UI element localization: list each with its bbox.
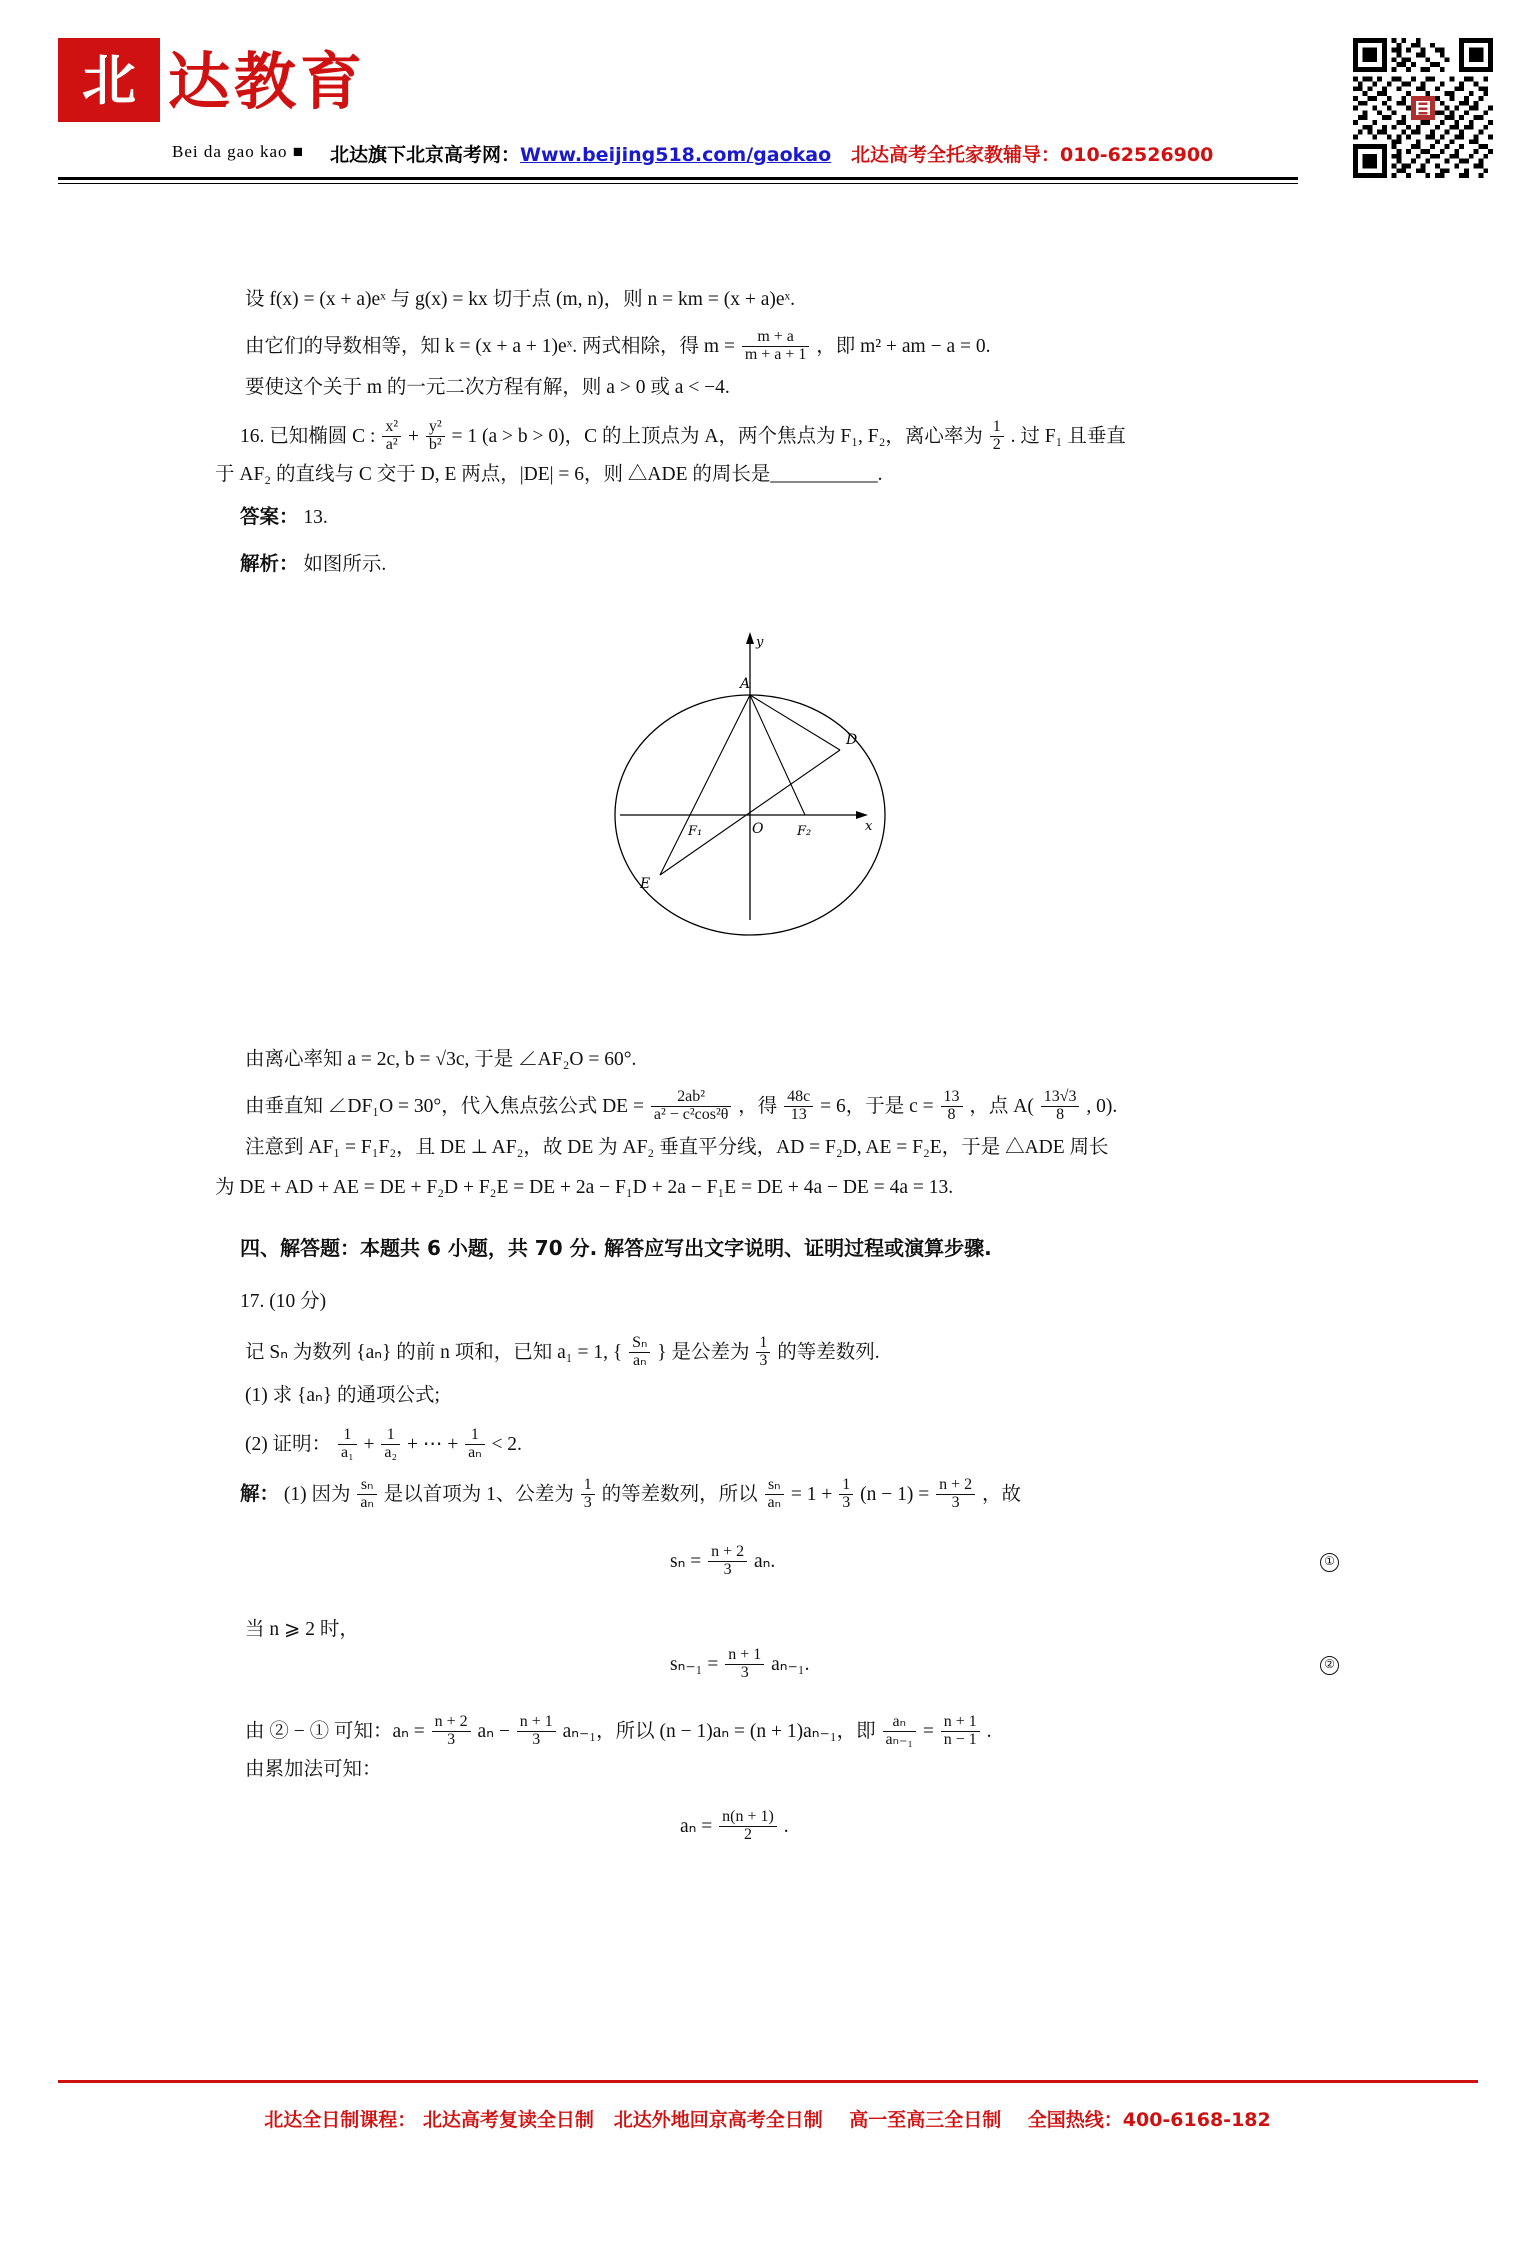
question-17-part-2 <box>245 1428 522 1463</box>
equation-1 <box>670 1545 775 1580</box>
fraction-n-plus-2-3c <box>432 1714 471 1749</box>
s2-part-e: , 0). <box>1086 1095 1118 1117</box>
fraction-denominator: a² <box>385 435 398 453</box>
figure-label-A: A <box>740 676 751 692</box>
text-line-2 <box>245 330 991 365</box>
section-heading-4: 四、解答题：本题共 6 小题，共 70 分. 解答应写出文字说明、证明过程或演算步骤. <box>240 1236 992 1260</box>
logo-char: 北 <box>82 48 136 112</box>
solution-label: 解： <box>240 1483 280 1505</box>
footer-part-1: 北达全日制课程： <box>264 2109 417 2131</box>
eq2-lhs: sₙ₋₁ = <box>670 1653 719 1675</box>
fraction-1-a2 <box>381 1427 400 1462</box>
fraction-denominator: 3 <box>759 1351 768 1369</box>
fraction-48c-13 <box>784 1089 813 1124</box>
equation-3 <box>680 1810 789 1845</box>
fraction-denominator: m + a + 1 <box>744 345 807 363</box>
figure-label-F2: F₂ <box>797 824 812 839</box>
fraction-n-plus-1-n-minus-1 <box>941 1714 980 1749</box>
solution-step-4: 为 DE + AD + AE = DE + F₂D + F₂E = DE + 2a − F₁D + 2a − F₁E = DE + 4a − DE = 4a = 13. <box>215 1177 954 1198</box>
fraction-denominator: 3 <box>723 1560 732 1578</box>
equation-2-tag <box>1320 1653 1339 1675</box>
fraction-numerator: n + 1 <box>517 1714 556 1732</box>
q17-2-dots: + ⋯ + <box>406 1433 459 1455</box>
solution-step-2 <box>245 1090 1117 1125</box>
text-line-3: 要使这个关于 m 的一元二次方程有解，则 a > 0 或 a < −4. <box>245 377 730 398</box>
fraction-denominator: 8 <box>947 1105 956 1123</box>
figure-label-y: y <box>756 635 764 650</box>
fraction-numerator: 2ab² <box>651 1089 732 1107</box>
fraction-numerator: 1 <box>839 1477 853 1495</box>
fraction-denominator: 3 <box>532 1730 541 1748</box>
fraction-denominator: 3 <box>583 1493 592 1511</box>
sol-part-a: (1) 因为 <box>283 1483 351 1505</box>
fraction-x2-a2 <box>382 419 401 454</box>
question-17-part-1: (1) 求 {aₙ} 的通项公式; <box>245 1385 440 1406</box>
eq1-lhs: sₙ = <box>670 1550 702 1572</box>
analysis-label: 解析： <box>240 554 299 575</box>
page-header <box>0 0 1535 190</box>
fraction-numerator: n + 1 <box>941 1714 980 1732</box>
fraction-an-anm1 <box>883 1714 916 1749</box>
equation-1-tag <box>1320 1550 1339 1572</box>
fraction-m-plus-a <box>742 329 810 364</box>
logo-mark <box>58 38 160 122</box>
fraction-focal-chord <box>651 1089 732 1124</box>
fraction-n-plus-2-3 <box>936 1477 975 1512</box>
equation-2 <box>670 1648 809 1683</box>
fraction-numerator: Sₙ <box>629 1335 650 1353</box>
line2-part-b: ，即 m² + am − a = 0. <box>816 335 991 357</box>
fraction-numerator: 1 <box>381 1427 400 1445</box>
footer-part-3: 北达外地回京高考全日制 <box>613 2109 823 2131</box>
q16-prefix: 16. 已知椭圆 C : <box>240 425 376 447</box>
fraction-sn-an-2 <box>765 1477 784 1512</box>
header-links <box>330 140 1213 167</box>
header-divider <box>58 177 1298 180</box>
fraction-numerator: 1 <box>756 1335 770 1353</box>
fraction-y2-b2 <box>426 419 445 454</box>
fraction-denominator: aₙ₋₁ <box>885 1730 914 1748</box>
eq1-rhs: aₙ. <box>753 1550 776 1572</box>
header-tutor-label: 北达高考全托家教辅导： <box>851 144 1061 166</box>
fraction-one-third-2 <box>581 1477 595 1512</box>
fraction-denominator: aₙ <box>632 1351 647 1369</box>
s2-part-c: = 6，于是 c = <box>820 1095 934 1117</box>
s2-part-d: ，点 A( <box>969 1095 1034 1117</box>
analysis-line <box>240 555 386 575</box>
q17-part-a: 记 Sₙ 为数列 {aₙ} 的前 n 项和，已知 a₁ = 1, { <box>245 1341 623 1363</box>
question-17-stem <box>245 1336 880 1371</box>
figure-label-x: x <box>865 819 873 834</box>
sub-part-b: aₙ − <box>477 1720 510 1742</box>
figure-label-E: E <box>640 876 651 892</box>
answer-line <box>240 508 328 528</box>
fraction-n-plus-1-3b <box>517 1714 556 1749</box>
figure-label-F1: F₁ <box>688 824 703 839</box>
header-website-link[interactable]: Www.beijing518.com/gaokao <box>520 144 832 166</box>
fraction-denominator: 2 <box>743 1825 752 1843</box>
solution-step-3: 注意到 AF₁ = F₁F₂，且 DE ⊥ AF₂，故 DE 为 AF₂ 垂直平分线，AD = F₂D, AE = F₂E，于是 △ADE 周长 <box>245 1137 1109 1158</box>
fraction-numerator: 13 <box>941 1089 963 1107</box>
fraction-denominator: a² − c²cos²θ <box>653 1105 729 1123</box>
fraction-13-8 <box>941 1089 963 1124</box>
fraction-denominator: 13 <box>790 1105 807 1123</box>
footer-divider <box>58 2080 1478 2083</box>
question-17-number: 17. (10 分) <box>240 1291 327 1312</box>
fraction-denominator: aₙ <box>360 1493 374 1511</box>
logo-pinyin: Bei da gao kao ■ <box>172 142 305 161</box>
fraction-one-third-3 <box>839 1477 853 1512</box>
equation-tag-2: ② <box>1320 1656 1339 1675</box>
q17-2-prefix: (2) 证明： <box>245 1433 332 1455</box>
q17-part-b: } 是公差为 <box>657 1341 750 1363</box>
eq3-lhs: aₙ = <box>680 1815 713 1837</box>
q17-part-c: 的等差数列. <box>777 1341 880 1363</box>
q17-2-tail: < 2. <box>491 1433 522 1455</box>
q16-part-b: = 1 (a > b > 0)，C 的上顶点为 A，两个焦点为 F₁, F₂，离心率为 <box>451 425 983 447</box>
subtraction-step <box>245 1715 992 1750</box>
line2-part-a: 由它们的导数相等，知 k = (x + a + 1)eˣ. 两式相除，得 m = <box>245 335 735 357</box>
fraction-1-a1 <box>338 1427 357 1462</box>
fraction-denominator: 3 <box>842 1493 851 1511</box>
fraction-denominator: 3 <box>740 1663 749 1681</box>
header-link-prefix: 北达旗下北京高考网： <box>330 144 521 166</box>
answer-value: 13. <box>303 507 328 528</box>
fraction-denominator: a₂ <box>384 1443 398 1461</box>
fraction-numerator: 13√3 <box>1041 1089 1080 1107</box>
sub-part-d: = <box>922 1720 934 1742</box>
footer-hotline-number: 400-6168-182 <box>1122 2109 1271 2131</box>
fraction-13sqrt3-8 <box>1041 1089 1080 1124</box>
eq3-rhs: . <box>783 1815 789 1837</box>
fraction-numerator: 1 <box>990 419 1004 437</box>
accumulation-note: 由累加法可知： <box>245 1759 382 1780</box>
footer-part-2: 北达高考复读全日制 <box>422 2109 594 2131</box>
fraction-numerator: aₙ <box>883 1714 916 1732</box>
fraction-numerator: m + a <box>742 329 810 347</box>
eq2-rhs: aₙ₋₁. <box>771 1653 810 1675</box>
sub-part-c: aₙ₋₁，所以 (n − 1)aₙ = (n + 1)aₙ₋₁，即 <box>562 1720 876 1742</box>
qr-code-icon <box>1353 38 1493 178</box>
equation-tag-1: ① <box>1320 1553 1339 1572</box>
text-line-1: 设 f(x) = (x + a)eˣ 与 g(x) = kx 切于点 (m, n)，则 n = km = (x + a)eˣ. <box>245 289 796 310</box>
figure-label-D: D <box>846 732 858 748</box>
q16-plus: + <box>407 425 419 447</box>
fraction-n-plus-2-3b <box>708 1544 747 1579</box>
ellipse-figure <box>560 630 980 1030</box>
fraction-denominator: 2 <box>992 435 1001 453</box>
fraction-one-half <box>990 419 1004 454</box>
sol-part-b: 是以首项为 1、公差为 <box>383 1483 574 1505</box>
fraction-one-third <box>756 1335 770 1370</box>
fraction-denominator: a₁ <box>341 1443 354 1461</box>
fraction-denominator: b² <box>428 435 442 453</box>
question-16-line-2: 于 AF₂ 的直线与 C 交于 D, E 两点，|DE| = 6，则 △ADE 的周长是___________. <box>215 464 883 485</box>
fraction-denominator: 3 <box>447 1730 456 1748</box>
answer-label: 答案： <box>240 507 299 528</box>
logo-wordmark: 达教育 <box>168 45 367 118</box>
fraction-numerator: y² <box>426 419 445 437</box>
page-footer <box>0 2105 1535 2132</box>
fraction-n-n-plus-1-2 <box>719 1809 777 1844</box>
fraction-Sn-an <box>629 1335 650 1370</box>
analysis-value: 如图所示. <box>303 554 387 575</box>
fraction-1-an <box>465 1427 484 1462</box>
footer-part-4: 高一至高三全日制 <box>849 2109 1002 2131</box>
fraction-numerator: sₙ <box>357 1477 376 1495</box>
fraction-numerator: sₙ <box>765 1477 784 1495</box>
fraction-denominator: 8 <box>1056 1105 1065 1123</box>
sol-part-c: 的等差数列，所以 <box>601 1483 758 1505</box>
footer-hotline-label: 全国热线： <box>1027 2109 1123 2131</box>
fraction-denominator: n − 1 <box>943 1730 977 1748</box>
question-16-line-1 <box>240 420 1126 455</box>
solution-step-1: 由离心率知 a = 2c, b = √3c, 于是 ∠AF₂O = 60°. <box>245 1049 637 1070</box>
fraction-numerator: 1 <box>338 1427 357 1445</box>
q16-part-c: . 过 F₁ 且垂直 <box>1010 425 1126 447</box>
q17-2-plus: + <box>363 1433 375 1455</box>
fraction-denominator: 3 <box>951 1493 960 1511</box>
sub-part-a: 由 ② − ① 可知：aₙ = <box>245 1720 425 1742</box>
sol-part-d: = 1 + <box>790 1483 833 1505</box>
sub-part-e: . <box>986 1720 992 1742</box>
fraction-sn-an-1 <box>357 1477 376 1512</box>
header-divider-thin <box>58 183 1298 184</box>
fraction-denominator: aₙ <box>767 1493 781 1511</box>
fraction-numerator: n + 2 <box>432 1714 471 1732</box>
fraction-numerator: n + 2 <box>708 1544 747 1562</box>
fraction-numerator: x² <box>382 419 401 437</box>
fraction-numerator: n + 2 <box>936 1477 975 1495</box>
sol-part-e: (n − 1) = <box>860 1483 930 1505</box>
s2-part-b: ，得 <box>738 1095 778 1117</box>
fraction-numerator: n(n + 1) <box>719 1809 777 1827</box>
sol-part-f: ，故 <box>981 1483 1021 1505</box>
fraction-numerator: 1 <box>465 1427 484 1445</box>
ellipse-figure-svg <box>560 630 980 1030</box>
qr-code-svg <box>1353 38 1493 178</box>
fraction-numerator: n + 1 <box>725 1647 764 1665</box>
header-phone: 010-62526900 <box>1060 144 1214 166</box>
fraction-numerator: 1 <box>581 1477 595 1495</box>
fraction-denominator: aₙ <box>468 1443 482 1461</box>
solution-17-line-1 <box>240 1478 1021 1513</box>
s2-part-a: 由垂直知 ∠DF₁O = 30°，代入焦点弦公式 DE = <box>245 1095 644 1117</box>
when-n-ge-2: 当 n ⩾ 2 时， <box>245 1619 359 1640</box>
fraction-numerator: 48c <box>784 1089 813 1107</box>
figure-label-O: O <box>752 821 764 837</box>
fraction-n-plus-1-3 <box>725 1647 764 1682</box>
